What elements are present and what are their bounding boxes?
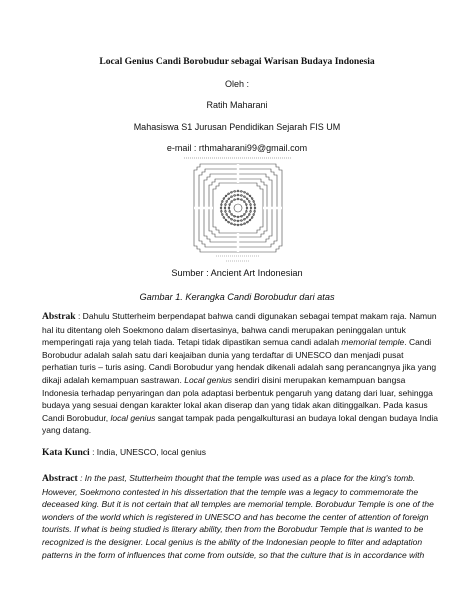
keywords-label: Kata Kunci (42, 447, 90, 458)
figure-caption: Gambar 1. Kerangka Candi Borobudur dari atas (139, 292, 335, 302)
abstract-line: patterns in the form of influences that come from outside, so that the culture that is in accordance with (42, 549, 425, 560)
abstrak-line: Indonesia terhadap penyaringan dan pola adaptasi berbentuk pengaruh yang datang dari luar, sehingga (42, 387, 433, 398)
abstrak-paragraph (42, 310, 439, 437)
abstrak-label: Abstrak (42, 311, 76, 322)
abstrak-line: : Dahulu Stutterheim berpendapat bahwa candi digunakan sebagai tempat makam raja. Namun (75, 311, 437, 321)
borobudur-plan-figure (180, 152, 296, 268)
author-email: e-mail : rthmaharani99@gmail.com (166, 143, 308, 153)
affiliation: Mahasiswa S1 Jurusan Pendidikan Sejarah FIS UM (133, 122, 341, 132)
abstrak-line: memperingati raja yang telah tiada. Tetapi tidak dipastikan semua candi adalah memorial temple. Candi (42, 337, 432, 348)
abstract-line: recognized is the designer. Local genius is the ability of the Indonesian people to filter and adaptation (42, 536, 423, 547)
abstrak-line: dikaji adalah kemampuan sastrawan. Local genius sendiri disini merupakan kemampuan bangsa (42, 374, 406, 385)
abstrak-line: Borobudur adalah salah satu dari keajaiban dunia yang terdaftar di UNESCO dan menjadi pusat (42, 349, 404, 360)
abstrak-line: perhatian turis – turis asing. Candi Borobudur yang hendak dikenali adalah sang perancangnya jika yang (42, 362, 437, 373)
abstrak-line: hal itu ditentang oleh Soekmono dalam disertasinya, bahwa candi merupakan peninggalan untuk (42, 324, 406, 335)
keywords-value: : India, UNESCO, local genius (89, 447, 206, 457)
paper-title: Local Genius Candi Borobudur sebagai Warisan Budaya Indonesia (99, 56, 375, 67)
abstrak-line: Candi Borobudur, local genius sangat tampak pada pengalkulturasi an budaya lokal dengan budaya India (42, 412, 439, 423)
figure-source: Sumber : Ancient Art Indonesian (171, 268, 303, 278)
abstract-line: : In the past, Stutterheim thought that the temple was used as a place for the king's tomb. (77, 473, 416, 483)
keywords (42, 446, 434, 460)
abstract-paragraph (42, 472, 434, 561)
oleh-label: Oleh : (224, 79, 249, 89)
abstract-label: Abstract (42, 473, 78, 484)
abstract-line: wonders of the world which is registered in UNESCO and has become the center of attention of foreign (42, 511, 429, 522)
abstract-line: However, Soekmono contested in his dissertation that the temple was a legacy to commemorate the (42, 486, 419, 497)
abstract-line: tourists. If what is being studied is literary ability, then from the Borobudur Temple that is wanted to be (42, 524, 424, 535)
abstrak-line: yang datang. (42, 425, 92, 436)
abstract-line: deceased king. But it is not certain that all temples are memorial temple. Borobudur Temple is one of the (42, 499, 434, 510)
abstrak-line: budaya yang sesuai dengan karakter lokal akan diserap dan yang tidak akan ditinggalkan. Pada kasus (42, 400, 428, 411)
author-name: Ratih Maharani (206, 100, 268, 110)
